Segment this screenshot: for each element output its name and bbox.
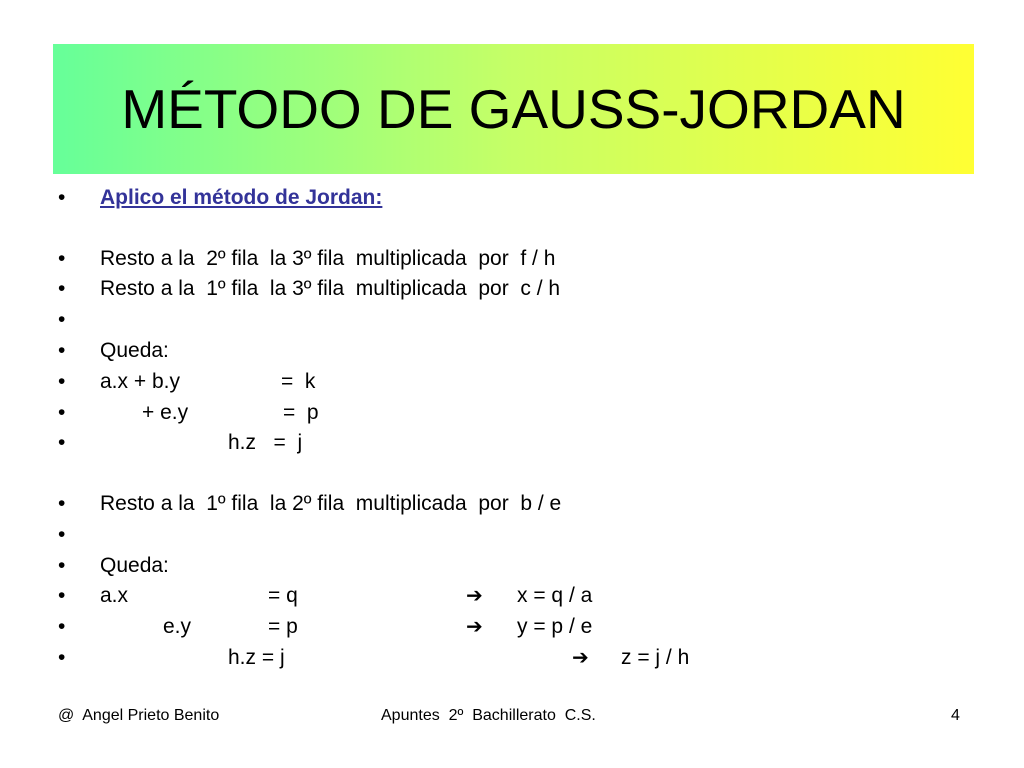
step1-text: Resto a la 2º fila la 3º fila multiplicada por f / h: [100, 247, 556, 270]
heading-link[interactable]: Aplico el método de Jordan:: [100, 186, 383, 209]
step2-text: Resto a la 1º fila la 3º fila multiplicada por c / h: [100, 277, 561, 300]
bullet-icon: •: [58, 584, 66, 607]
bullet-icon: •: [58, 492, 66, 515]
list-item-step3: [0, 490, 1024, 518]
result-1-lhs: a.x: [100, 584, 129, 607]
equation-2-rhs: = p: [283, 401, 319, 424]
result-2-solution: y = p / e: [517, 615, 593, 638]
result-1-mid: = q: [268, 584, 298, 607]
arrow-right-icon: ➔: [466, 616, 483, 638]
list-item-heading: [0, 184, 1024, 212]
bullet-icon: •: [58, 308, 66, 331]
arrow-right-icon: ➔: [572, 647, 589, 669]
result-3-lhs: h.z = j: [228, 646, 285, 669]
list-item-result-2: [0, 613, 1024, 641]
bullet-icon: •: [58, 247, 66, 270]
list-item-equation-1: [0, 368, 1024, 396]
result-2-mid: = p: [268, 615, 298, 638]
list-item-equation-3: [0, 429, 1024, 457]
list-item-result-1: [0, 582, 1024, 610]
arrow-right-icon: ➔: [466, 585, 483, 607]
bullet-icon: •: [58, 277, 66, 300]
list-item-step2: [0, 275, 1024, 303]
footer-course: Apuntes 2º Bachillerato C.S.: [381, 707, 596, 724]
step3-text: Resto a la 1º fila la 2º fila multiplicada por b / e: [100, 492, 562, 515]
result-1-solution: x = q / a: [517, 584, 593, 607]
equation-1-lhs: a.x + b.y: [100, 370, 180, 393]
equation-1-rhs: = k: [281, 370, 316, 393]
slide-title: MÉTODO DE GAUSS-JORDAN: [121, 77, 906, 140]
bullet-icon: •: [58, 554, 66, 577]
bullet-icon: •: [58, 646, 66, 669]
result-3-solution: z = j / h: [621, 646, 690, 669]
list-item-empty: [0, 521, 1024, 549]
footer-page-number: 4: [951, 707, 960, 724]
list-item-empty: [0, 306, 1024, 334]
footer-author: @ Angel Prieto Benito: [58, 707, 220, 724]
bullet-icon: •: [58, 370, 66, 393]
bullet-icon: •: [58, 615, 66, 638]
list-item-queda: [0, 337, 1024, 365]
queda-label: Queda:: [100, 554, 169, 577]
bullet-icon: •: [58, 523, 66, 546]
list-item-result-3: [0, 644, 1024, 672]
title-banner: [53, 44, 974, 174]
bullet-icon: •: [58, 431, 66, 454]
bullet-icon: •: [58, 339, 66, 362]
list-item-queda: [0, 552, 1024, 580]
result-2-lhs: e.y: [163, 615, 192, 638]
list-item-step1: [0, 245, 1024, 273]
list-item-equation-2: [0, 399, 1024, 427]
equation-2-lhs: + e.y: [142, 401, 189, 424]
bullet-icon: •: [58, 186, 66, 209]
bullet-icon: •: [58, 401, 66, 424]
queda-label: Queda:: [100, 339, 169, 362]
equation-3: h.z = j: [228, 431, 303, 454]
